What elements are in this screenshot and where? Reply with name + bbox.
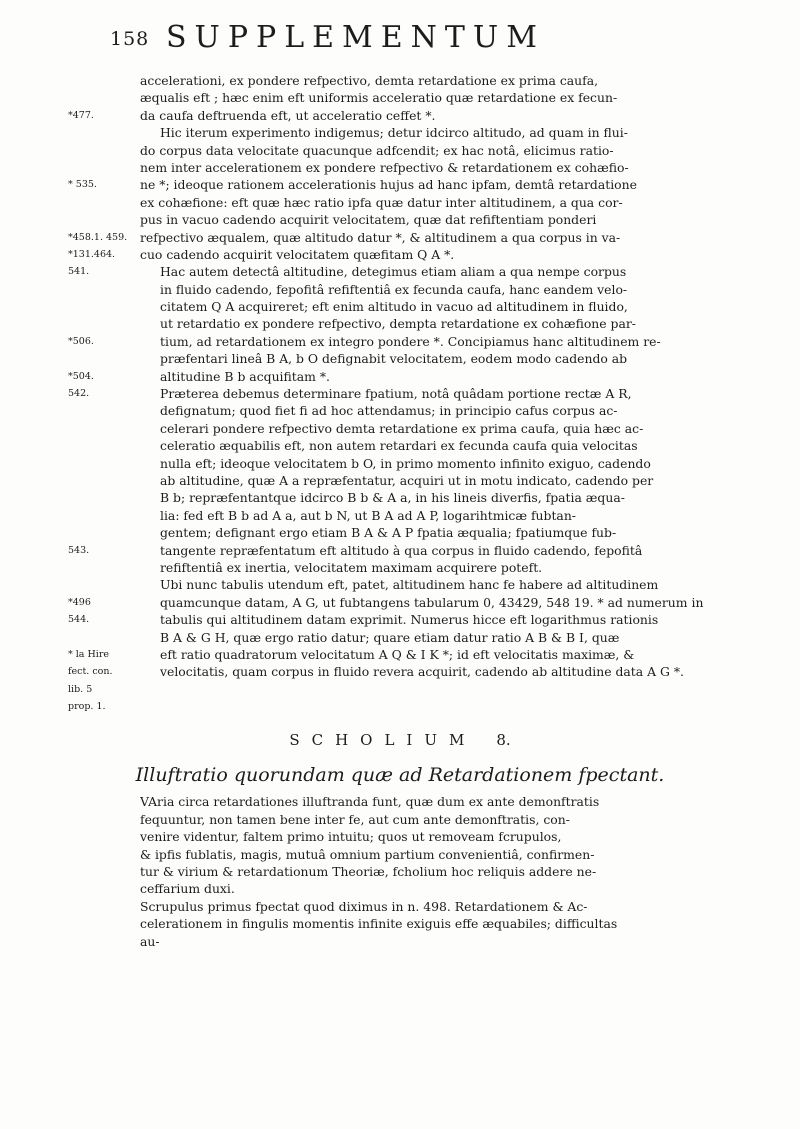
scholium-line (0, 846, 800, 863)
scholium-line (0, 933, 800, 950)
scholium-line (0, 898, 800, 915)
line-text: ne *; ideoque rationem accelerationis hujus ad hanc ipfam, demtâ retardatione (140, 177, 637, 193)
text-line (0, 350, 800, 367)
line-text: accelerationi, ex pondere refpectivo, demta retardatione ex prima caufa, (140, 73, 599, 88)
line-text: ab altitudine, quæ A a repræfentatur, acquiri ut in motu indicato, cadendo per (160, 472, 654, 488)
line-text: celerationem in fingulis momentis infinite exiguis effe æquabiles; difficultas (140, 916, 618, 932)
text-line (0, 437, 800, 454)
scholium-heading (0, 723, 800, 757)
margin-note: lib. 5 (68, 683, 93, 695)
margin-note: prop. 1. (68, 701, 106, 713)
text-line (0, 402, 800, 419)
scholium-line (0, 828, 800, 845)
line-text: refpectivo æqualem, quæ altitudo datur *, & altitudinem a qua corpus in va- (140, 229, 621, 245)
line-text: refiftentiâ ex inertia, velocitatem maximam acquirere poteft. (160, 559, 543, 575)
text-line (0, 507, 800, 524)
text-line (0, 489, 800, 506)
margin-note: *458.1. 459. (68, 231, 128, 243)
text-line (0, 298, 800, 315)
text-line (0, 629, 800, 646)
text-line (0, 420, 800, 437)
line-text: VAria circa retardationes illuftranda funt, quæ dum ex ante demonftratis (140, 794, 600, 810)
text-line (0, 385, 800, 402)
line-text: & ipfis fublatis, magis, mutuâ omnium partium convenientiâ, confirmen- (140, 846, 595, 862)
margin-note: 543. (68, 544, 90, 556)
scholium-title: Illuftratio quorundam quæ ad Retardationem fpectant. (135, 764, 665, 787)
line-text: pus in vacuo cadendo acquirit velocitatem, quæ dat refiftentiam ponderi (140, 212, 597, 228)
line-text: æqualis eft ; hæc enim eft uniformis acceleratio quæ retardatione ex fecun- (140, 90, 618, 106)
line-text: ex cohæfione: eft quæ hæc ratio ipfa quæ datur inter altitudinem, a qua cor- (140, 194, 623, 210)
scholium-line (0, 880, 800, 897)
line-text: lia: fed eft B b ad A a, aut b N, ut B A ad A P, logarihtmicæ fubtan- (160, 507, 576, 523)
line-text: Hic iterum experimento indigemus; detur idcirco altitudo, ad quam in flui- (160, 125, 628, 141)
line-text: celerari pondere refpectivo demta retardatione ex prima caufa, quia hæc ac- (160, 420, 644, 436)
line-text: Præterea debemus determinare fpatium, notâ quâdam portione rectæ A R, (160, 386, 632, 402)
text-line (0, 576, 800, 593)
margin-note: *506. (68, 335, 94, 347)
line-text: celeratio æquabilis eft, non autem retardari ex fecunda caufa quia velocitas (160, 438, 638, 454)
text-line (0, 159, 800, 176)
line-text: B A & G H, quæ ergo ratio datur; quare etiam datur ratio A B & B I, quæ (160, 629, 620, 645)
line-text: venire videntur, faltem primo intuitu; quos ut removeam fcrupulos, (140, 829, 562, 845)
line-text: eft ratio quadratorum velocitatum A Q & I K *; id eft velocitatis maximæ, & (160, 646, 635, 662)
line-text: nulla eft; ideoque velocitatem b O, in primo momento infinito exiguo, cadendo (160, 455, 651, 471)
scholium-text (0, 793, 800, 950)
margin-note: 544. (68, 614, 90, 626)
margin-note: *496 (68, 596, 91, 608)
line-text: B b; repræfentantque idcirco B b & A a, in his lineis diverfis, fpatia æqua- (160, 490, 625, 506)
scholium-line (0, 863, 800, 880)
text-line (0, 124, 800, 141)
text-line (0, 594, 800, 611)
line-text: velocitatis, quam corpus in fluido revera acquirit, cadendo ab altitudine data A G *. (160, 664, 684, 680)
line-text: fequuntur, non tamen bene inter fe, aut cum ante demonftratis, con- (140, 811, 570, 827)
scholium-line (0, 793, 800, 810)
scholium-line (0, 915, 800, 932)
main-text (0, 72, 800, 715)
text-line (0, 246, 800, 263)
text-line (0, 646, 800, 663)
margin-note: 541. (68, 266, 90, 278)
text-line (0, 176, 800, 193)
text-line (0, 281, 800, 298)
page-number: 158 (110, 28, 150, 50)
running-head (110, 20, 750, 60)
line-text: da caufa deftruenda eft, ut acceleratio ceffet *. (140, 107, 436, 123)
line-text: tium, ad retardationem ex integro pondere *. Concipiamus hanc altitudinem re- (160, 333, 661, 349)
scholium-number: 8. (496, 731, 511, 750)
line-text: Ubi nunc tabulis utendum eft, patet, altitudinem hanc fe habere ad altitudinem (160, 577, 659, 593)
text-line (0, 194, 800, 211)
line-text: citatem Q A acquireret; eft enim altitudo in vacuo ad altitudinem in fluido, (160, 299, 628, 315)
margin-note: * la Hire (68, 648, 109, 660)
text-line (0, 333, 800, 350)
text-line (0, 315, 800, 332)
line-text: tangente repræfentatum eft altitudo à qua corpus in fluido cadendo, fepofitâ (160, 542, 643, 558)
margin-note: fect. con. (68, 666, 113, 678)
text-line (0, 211, 800, 228)
line-text: do corpus data velocitate quacunque adfcendit; ex hac notâ, elicimus ratio- (140, 142, 614, 158)
text-line (0, 698, 800, 715)
line-text: quamcunque datam, A G, ut fubtangens tabularum 0, 43429, 548 19. * ad numerum in (160, 594, 704, 610)
text-line (0, 472, 800, 489)
line-text: altitudine B b acquifitam *. (160, 368, 330, 384)
line-text: Hac autem detectâ altitudine, detegimus etiam aliam a qua nempe corpus (160, 264, 627, 280)
text-line (0, 72, 800, 89)
line-text: ut retardatio ex pondere refpectivo, dempta retardatione ex cohæfione par- (160, 316, 636, 332)
text-line (0, 368, 800, 385)
text-line (0, 107, 800, 124)
text-line (0, 542, 800, 559)
margin-note: *504. (68, 370, 94, 382)
line-text: ceffarium duxi. (140, 881, 235, 897)
line-text: tur & virium & retardationum Theoriæ, fcholium hoc reliquis addere ne- (140, 864, 597, 880)
line-text: nem inter accelerationem ex pondere refpectivo & retardationem ex cohæfio- (140, 159, 629, 175)
text-line (0, 681, 800, 698)
text-line (0, 455, 800, 472)
running-title: SUPPLEMENTUM (166, 20, 545, 55)
text-line (0, 524, 800, 541)
line-text: Scrupulus primus fpectat quod diximus in n. 498. Retardationem & Ac- (140, 898, 588, 914)
scholium-line (0, 811, 800, 828)
line-text: præfentari lineâ B A, b O defignabit velocitatem, eodem modo cadendo ab (160, 351, 628, 367)
text-line (0, 263, 800, 280)
line-text: tabulis qui altitudinem datam exprimit. Numerus hicce eft logarithmus rationis (160, 612, 659, 628)
line-text: gentem; defignant ergo etiam B A & A P fpatia æqualia; fpatiumque fub- (160, 525, 617, 541)
line-text: cuo cadendo acquirit velocitatem quæfitam Q A *. (140, 246, 455, 262)
line-text: au- (140, 933, 160, 949)
margin-note: * 535. (68, 179, 97, 191)
text-line (0, 142, 800, 159)
scholium-label: SCHOLIUM (289, 731, 477, 750)
text-line (0, 663, 800, 680)
margin-note: 542. (68, 388, 90, 400)
text-line (0, 229, 800, 246)
margin-note: *477. (68, 109, 94, 121)
margin-note: *131.464. (68, 248, 116, 260)
text-line (0, 89, 800, 106)
page-body (0, 72, 800, 950)
line-text: in fluido cadendo, fepofitâ refiftentiâ ex fecunda caufa, hanc eandem velo- (160, 281, 628, 297)
line-text: defignatum; quod fiet fi ad hoc attendamus; in principio cafus corpus ac- (160, 403, 618, 419)
text-line (0, 559, 800, 576)
text-line (0, 611, 800, 628)
